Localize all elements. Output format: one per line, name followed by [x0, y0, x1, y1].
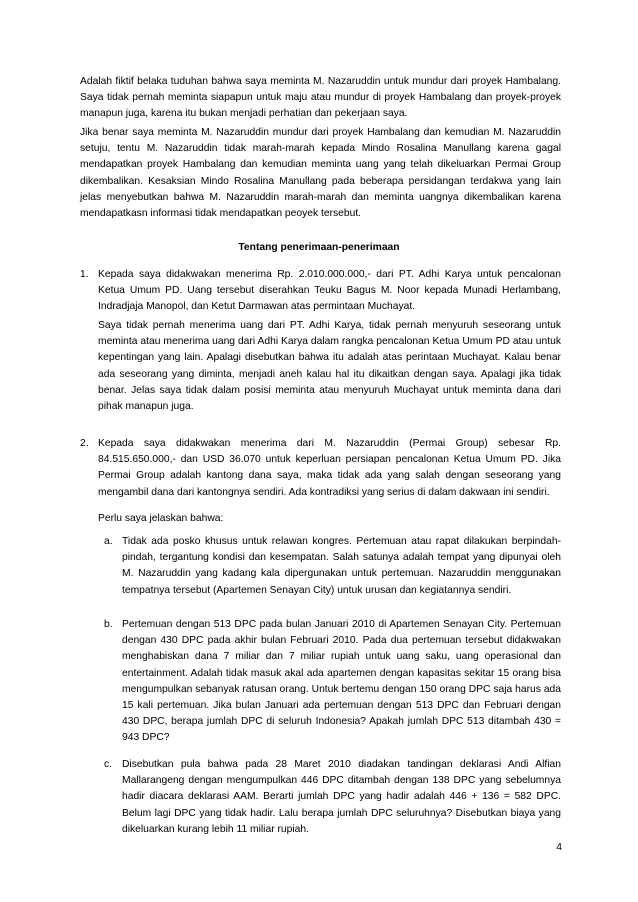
- sub-item-a-letter: a.: [104, 536, 113, 547]
- sub-item-b-letter: b.: [104, 619, 113, 630]
- list-item-1-number: 1.: [80, 269, 89, 280]
- sub-item-c-text: Disebutkan pula bahwa pada 28 Maret 2010 diadakan tandingan deklarasi Andi Alfian Mallarangeng dengan mengumpulkan 446 DPC ditambah dengan 138 DPC yang sebelumnya hadir diacara deklarasi AAM. Berarti jumlah DPC yang hadir adalah 446 + 136 = 582 DPC. Belum lagi DPC yang tidak hadir. Lalu berapa jumlah DPC seluruhnya? Disebutkan biaya yang dikeluarkan kurang lebih 11 miliar rupiah.: [122, 759, 561, 835]
- sub-item-a-text: Tidak ada posko khusus untuk relawan kongres. Pertemuan atau rapat dilakukan berpindah-pindah, tergantung kondisi dan kesempatan. Salah satunya adalah tempat yang dipunyai oleh M. Nazaruddin yang kadang kala dipergunakan untuk pertemuan. Nazaruddin menggunakan tempatnya tersebut (Apartemen Senayan City) untuk urusan dan kegiatannya sendiri.: [122, 536, 561, 596]
- list-item-2-lead: Perlu saya jelaskan bahwa:: [98, 513, 224, 524]
- intro-paragraph-1: Adalah fiktif belaka tuduhan bahwa saya meminta M. Nazaruddin untuk mundur dari proyek Hambalang. Saya tidak pernah meminta siapapun untuk maju atau mundur di proyek Hambalang dan proyek-proyek manapun juga, karena itu bukan menjadi perhatian dan pekerjaan saya.: [80, 76, 561, 120]
- list-item-1-response: Saya tidak pernah menerima uang dari PT. Adhi Karya, tidak pernah menyuruh seseorang untuk meminta atau menerima uang dari Adhi Karya dalam rangka pencalonan Ketua Umum PD atau untuk kepentingan yang lain. Apalagi disebutkan bahwa itu adalah atas perintaan Muchayat. Kalau benar ada seseorang yang diminta, menjadi aneh kalau hal itu dikaitkan dengan saya. Apalagi jika tidak benar. Jelas saya tidak dalam posisi meminta atau menyuruh Muchayat untuk meminta dana dari pihak manapun juga.: [98, 320, 561, 413]
- sub-item-b-text: Pertemuan dengan 513 DPC pada bulan Januari 2010 di Apartemen Senayan City. Pertemuan dengan 430 DPC pada akhir bulan Februari 2010. Pada dua pertemuan tersebut didakwakan menghabiskan dana 7 miliar dan 7 miliar rupiah untuk uang saku, uang operasional dan entertainment. Adalah tidak masuk akal ada apartemen dengan kapasitas sekitar 15 orang bisa mengumpulkan sebanyak ratusan orang. Untuk bertemu dengan 150 orang DPC saja harus ada 15 kali pertemuan. Jika bulan Januari ada pertemuan dengan 513 DPC dan Februari dengan 430 DPC, berapa jumlah DPC di seluruh Indonesia? Apakah jumlah DPC 513 ditambah 430 = 943 DPC?: [122, 619, 561, 744]
- section-heading: Tentang penerimaan-penerimaan: [238, 242, 400, 253]
- intro-paragraph-2: Jika benar saya meminta M. Nazaruddin mundur dari proyek Hambalang dan kemudian M. Nazaruddin setuju, tentu M. Nazaruddin tidak marah-marah kepada Mindo Rosalina Manullang karena gagal mendapatkan proyek Hambalang dan kemudian meminta uang yang telah dikeluarkan Permai Group dikembalikan. Kesaksian Mindo Rosalina Manullang pada beberapa persidangan terdakwa yang lain jelas menyebutkan bahwa M. Nazaruddin marah-marah dan meminta uangnya dikembalikan karena mendapatkasn informasi tidak mendapatkan peoyek tersebut.: [80, 127, 561, 220]
- sub-item-c-letter: c.: [104, 759, 113, 770]
- list-item-1-text: Kepada saya didakwakan menerima Rp. 2.010.000.000,- dari PT. Adhi Karya untuk pencalonan Ketua Umum PD. Uang tersebut diserahkan Teuku Bagus M. Noor kepada Munadi Herlambang, Indradjaja Manopol, dan Ketut Darmawan atas permintaan Muchayat.: [98, 269, 561, 313]
- list-item-2-number: 2.: [80, 438, 89, 449]
- list-item-2-text: Kepada saya didakwakan menerima dari M. Nazaruddin (Permai Group) sebesar Rp. 84.515.650.000,- dan USD 36.070 untuk keperluan persiapan pencalonan Ketua Umum PD. Jika Permai Group adalah kantong dana saya, maka tidak ada yang salah dengan seseorang yang mengambil dana dari kantongnya sendiri. Ada kontradiksi yang serius di dalam dakwaan ini sendiri.: [98, 438, 561, 498]
- page-number: 4: [556, 842, 562, 853]
